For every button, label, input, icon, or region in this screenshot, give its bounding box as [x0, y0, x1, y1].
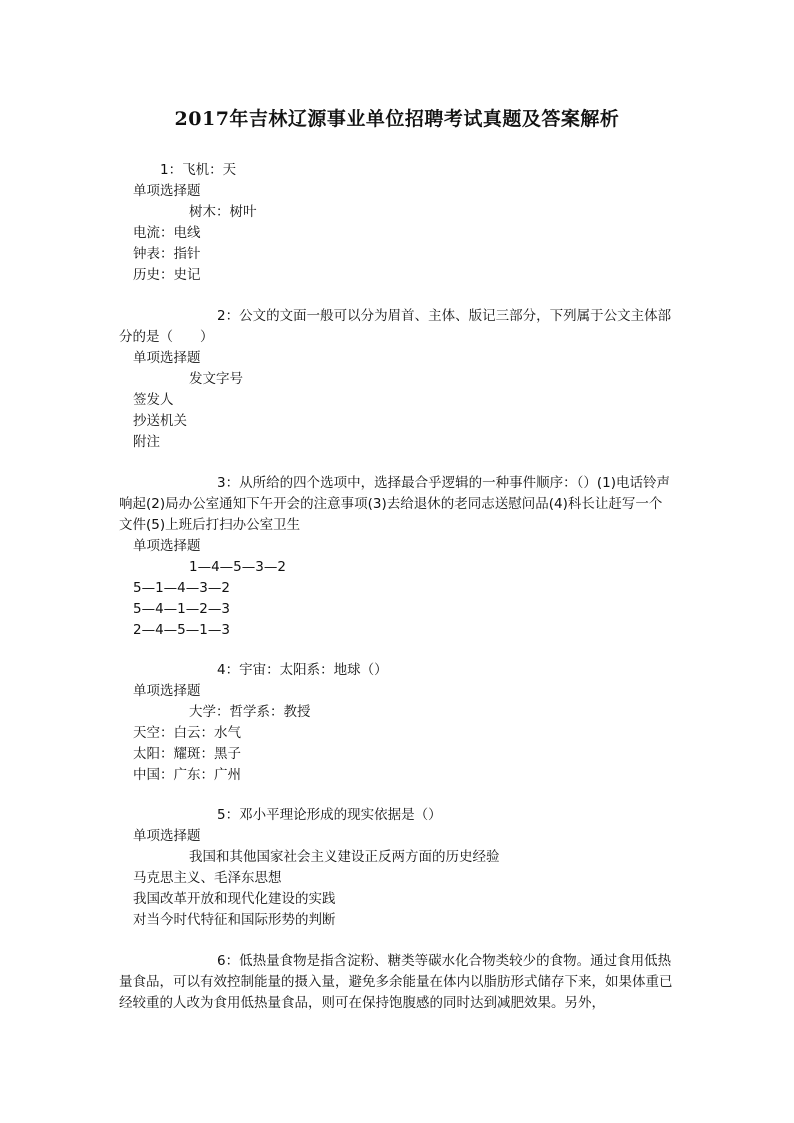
question-5-option-c: 我国改革开放和现代化建设的实践 [133, 891, 336, 907]
question-2-option-d: 附注 [133, 434, 160, 450]
question-5-option-b: 马克思主义、毛泽东思想 [133, 870, 282, 886]
question-3-type: 单项选择题 [133, 538, 201, 554]
question-2-option-c: 抄送机关 [133, 413, 187, 429]
question-6-stem: 6：低热量食物是指含淀粉、糖类等碳水化合物类较少的食物。通过食用低热量食品，可以有效控制能量的摄入量，避免多余能量在体内以脂肪形式储存下来，如果体重已经较重的人改为食用低热量食品，则可在保持饱腹感的同时达到减肥效果。另外， [119, 953, 673, 1011]
question-1-type: 单项选择题 [133, 183, 201, 199]
question-4-stem: 4：宇宙：太阳系：地球（） [217, 662, 388, 678]
question-3-option-a: 1—4—5—3—2 [189, 559, 286, 575]
question-2-option-a: 发文字号 [189, 371, 243, 387]
question-1-option-b: 电流：电线 [133, 225, 201, 241]
question-2-option-b: 签发人 [133, 392, 174, 408]
question-3-option-c: 5—4—1—2—3 [133, 601, 230, 617]
question-4-type: 单项选择题 [133, 683, 201, 699]
question-5-type: 单项选择题 [133, 828, 201, 844]
question-3-stem: 3：从所给的四个选项中，选择最合乎逻辑的一种事件顺序：（）(1)电话铃声响起(2)局办公室通知下午开会的注意事项(3)去给退休的老同志送慰问品(4)科长让赶写一个文件(5)上班后打扫办公室卫生 [119, 475, 670, 533]
question-1-option-c: 钟表：指针 [133, 246, 201, 262]
question-3-option-b: 5—1—4—3—2 [133, 580, 230, 596]
question-1-option-a: 树木：树叶 [189, 204, 257, 220]
question-1-stem: 1：飞机：天 [160, 162, 237, 178]
question-4-option-d: 中国：广东：广州 [133, 767, 241, 783]
page-title: 2017年吉林辽源事业单位招聘考试真题及答案解析 [174, 108, 620, 130]
question-4-option-b: 天空：白云：水气 [133, 725, 241, 741]
question-5-stem: 5：邓小平理论形成的现实依据是（） [217, 807, 442, 823]
question-3-option-d: 2—4—5—1—3 [133, 622, 230, 638]
question-5-option-d: 对当今时代特征和国际形势的判断 [133, 912, 336, 928]
question-4-option-c: 太阳：耀斑：黑子 [133, 746, 241, 762]
question-1-option-d: 历史：史记 [133, 267, 201, 283]
question-2-stem: 2：公文的文面一般可以分为眉首、主体、版记三部分，下列属于公文主体部分的是（ ） [119, 308, 672, 345]
question-4-option-a: 大学：哲学系：教授 [189, 704, 311, 720]
question-2-type: 单项选择题 [133, 350, 201, 366]
question-5-option-a: 我国和其他国家社会主义建设正反两方面的历史经验 [189, 849, 500, 865]
